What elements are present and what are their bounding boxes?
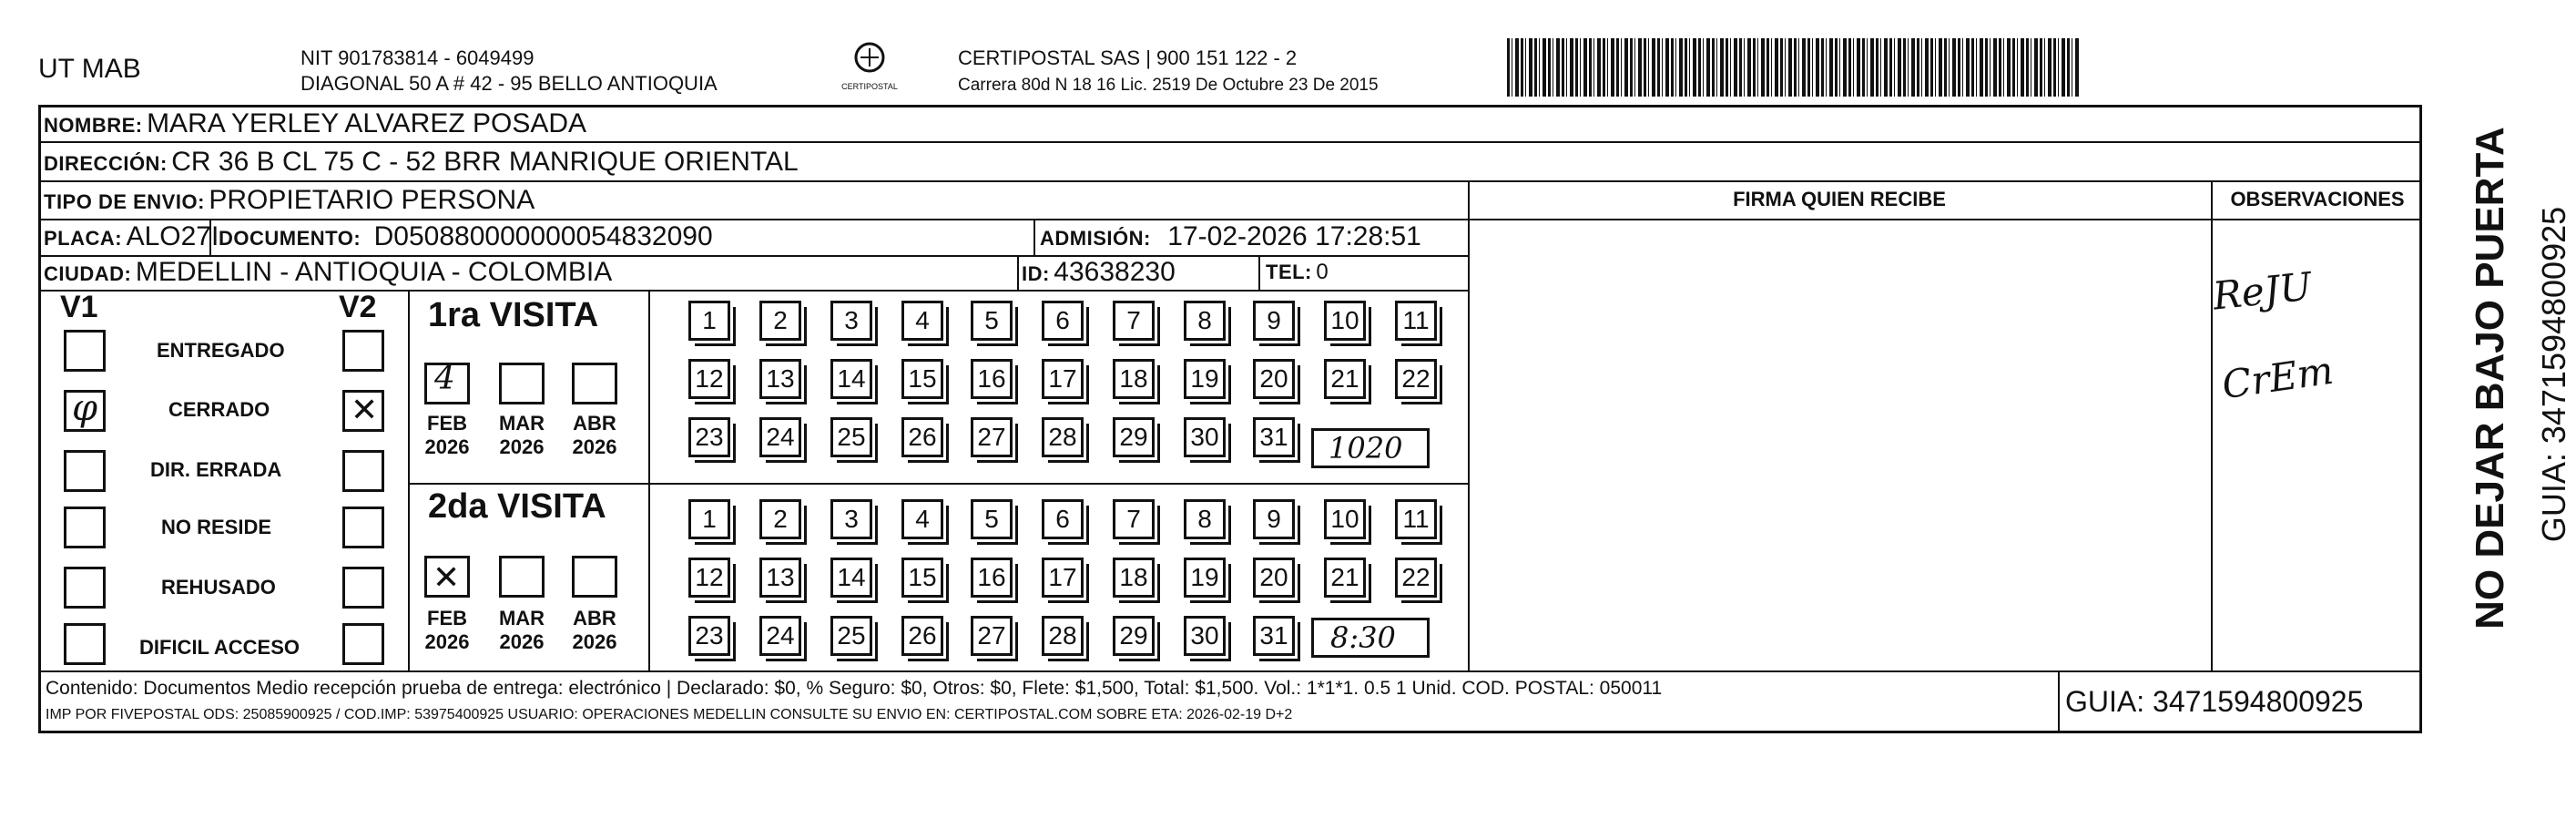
visita1-day-box[interactable]: 31 [1253,417,1295,457]
visita2-day-box[interactable]: 13 [759,558,801,598]
visita2-day-box[interactable]: 23 [688,616,730,656]
visita1-abr-month: ABR [573,412,616,435]
visita2-day-box[interactable]: 16 [971,558,1013,598]
visita2-feb-year: 2026 [424,630,470,653]
status-no-reside: NO RESIDE [161,516,272,538]
tipo-value: PROPIETARIO PERSONA [209,185,535,215]
visita1-day-box[interactable]: 22 [1395,359,1437,399]
admision-field [1040,220,1421,258]
visita1-day-box[interactable]: 23 [688,417,730,457]
visita2-day-box[interactable]: 27 [971,616,1013,656]
status-rehusado: REHUSADO [161,576,276,599]
tel-label: TEL: [1266,261,1312,283]
visita1-day-box[interactable]: 14 [830,359,872,399]
status-dir-errada: DIR. ERRADA [150,458,282,481]
nit-text: NIT 901783814 - 6049499 [300,46,535,69]
tipo-label: TIPO DE ENVIO: [44,190,205,213]
visita2-feb-month: FEB [427,607,467,629]
visita1-day-box[interactable]: 1 [688,301,730,341]
v1-entregado-checkbox[interactable] [64,330,106,372]
visita1-time-box[interactable] [1311,428,1430,468]
visita2-day-box[interactable]: 2 [759,499,801,539]
visita2-abr-label [563,607,626,654]
company-name: UT MAB [38,54,141,84]
visita2-feb-label [415,607,479,654]
status-dificil-acceso: DIFICIL ACCESO [139,636,300,659]
visita1-day-box[interactable]: 19 [1184,359,1226,399]
certipostal-license: Carrera 80d N 18 16 Lic. 2519 De Octubre 23 De 2015 [958,76,1379,95]
visita2-abr-year: 2026 [572,630,617,653]
nombre-label: NOMBRE: [44,114,143,137]
tipo-row [44,184,535,221]
observaciones-note-2: CrEm [2219,347,2337,408]
visita2-time: 8:30 [1330,620,1396,655]
visita1-day-box[interactable]: 12 [688,359,730,399]
visita1-day-box[interactable]: 27 [971,417,1013,457]
placa-value: ALO27I [126,221,219,251]
visita2-day-box[interactable]: 15 [901,558,943,598]
visita1-feb-month: FEB [427,412,467,435]
visita2-day-box[interactable]: 6 [1042,499,1084,539]
visita2-day-box[interactable]: 17 [1042,558,1084,598]
v1-rehusado-checkbox[interactable] [64,567,106,609]
v2-dificil-acceso-checkbox[interactable] [342,623,384,665]
placa-field [44,220,219,258]
status-cerrado: CERRADO [168,398,270,421]
id-value: 43638230 [1054,257,1176,287]
documento-field [219,220,713,258]
logo-caption: CERTIPOSTAL [841,82,898,91]
visita2-mar-label [490,607,554,654]
visita1-day-box[interactable]: 5 [971,301,1013,341]
visita1-mar-month: MAR [498,412,545,435]
visita2-day-box[interactable]: 14 [830,558,872,598]
tel-field [1266,256,1329,292]
v2-cerrado-checkbox[interactable] [342,390,384,432]
visita1-day-box[interactable]: 4 [901,301,943,341]
nombre-row [44,107,586,145]
observaciones-label: OBSERVACIONES [2230,188,2405,210]
visita2-day-box[interactable]: 3 [830,499,872,539]
visita2-day-box[interactable]: 9 [1253,499,1295,539]
visita2-abr-month: ABR [573,607,616,629]
visita1-abr-year: 2026 [572,435,617,458]
visita2-day-box[interactable]: 11 [1395,499,1437,539]
visita1-day-box[interactable]: 21 [1324,359,1366,399]
nombre-value: MARA YERLEY ALVAREZ POSADA [147,108,587,138]
footer-imp: IMP POR FIVEPOSTAL ODS: 25085900925 / COD.IMP: 53975400925 USUARIO: OPERACIONES MEDELLIN CONSULTE SU ENVIO EN: CERTIPOSTAL.COM SOBRE ETA: 2026-02-19 D+2 [46,707,1293,722]
visita2-mar-box[interactable] [499,556,545,598]
visita1-time: 1020 [1329,431,1403,466]
visita2-month-mark: ✕ [433,558,461,596]
admision-value: 17-02-2026 17:28:51 [1167,221,1421,251]
ciudad-label: CIUDAD: [44,262,132,285]
visita2-day-box[interactable]: 4 [901,499,943,539]
visita1-day-box[interactable]: 17 [1042,359,1084,399]
certipostal-nit: CERTIPOSTAL SAS | 900 151 122 - 2 [958,46,1298,69]
visita1-feb-box[interactable] [424,360,470,404]
v2-label: V2 [339,290,377,324]
visita1-feb-year: 2026 [424,435,470,458]
ciudad-value: MEDELLIN - ANTIOQUIA - COLOMBIA [135,257,613,287]
v1-no-reside-checkbox[interactable] [64,507,106,548]
visita2-day-box[interactable]: 28 [1042,616,1084,656]
visita1-day-box[interactable]: 26 [901,417,943,457]
direccion-label: DIRECCIÓN: [44,152,168,175]
visita1-feb-label [415,412,479,459]
firma-label: FIRMA QUIEN RECIBE [1733,188,1946,210]
visita1-abr-label [563,412,626,459]
documento-value: D050880000000054832090 [373,221,713,251]
side-text-block [2413,100,2572,647]
visita1-day-box[interactable]: 15 [901,359,943,399]
visita2-day-box[interactable]: 7 [1113,499,1155,539]
visita2-day-box[interactable]: 30 [1184,616,1226,656]
visita1-month-mark: 4 [434,360,455,397]
visita1-mar-box[interactable] [499,363,545,404]
visita1-day-box[interactable]: 24 [759,417,801,457]
tel-value: 0 [1316,260,1329,284]
id-label: ID: [1022,262,1050,285]
v1-dificil-acceso-checkbox[interactable] [64,623,106,665]
v1-cerrado-checkbox[interactable] [64,387,106,432]
visita2-abr-box[interactable] [572,556,617,598]
visita1-day-box[interactable]: 3 [830,301,872,341]
visita2-day-box[interactable]: 29 [1113,616,1155,656]
visita2-day-box[interactable]: 18 [1113,558,1155,598]
visita1-mar-year: 2026 [499,435,545,458]
documento-label: DOCUMENTO: [219,227,361,250]
v2-mark: ✕ [351,391,379,428]
visita1-title: 1ra VISITA [428,296,599,334]
visita1-day-box[interactable]: 2 [759,301,801,341]
visita1-day-box[interactable]: 11 [1395,301,1437,341]
visita2-day-box[interactable]: 25 [830,616,872,656]
placa-label: PLACA: [44,227,123,250]
v1-label: V1 [60,290,98,324]
visita1-day-box[interactable]: 8 [1184,301,1226,341]
ciudad-field [44,256,612,293]
id-field [1022,256,1176,293]
v2-no-reside-checkbox[interactable] [342,507,384,548]
visita2-time-box[interactable] [1311,618,1430,658]
visita2-day-box[interactable]: 24 [759,616,801,656]
visita1-day-box[interactable]: 16 [971,359,1013,399]
visita2-mar-month: MAR [498,607,545,629]
admision-label: ADMISIÓN: [1040,227,1151,250]
visita1-day-box[interactable]: 25 [830,417,872,457]
side-guia: GUIA: 3471594800925 [2535,206,2572,543]
footer-contenido: Contenido: Documentos Medio recepción prueba de entrega: electrónico | Declarado: $0, % Seguro: $0, Otros: $0, Flete: $1,500, Total: $1,500. Vol.: 1*1*1. 0.5 1 Unid. COD. POSTAL: 050011 [46,678,1663,699]
visita1-day-box[interactable]: 20 [1253,359,1295,399]
footer-guia: GUIA: 3471594800925 [2065,685,2364,718]
visita1-abr-box[interactable] [572,363,617,404]
v1-dir-errada-checkbox[interactable] [64,450,106,492]
visita1-day-box[interactable]: 9 [1253,301,1295,341]
visita2-day-box[interactable]: 5 [971,499,1013,539]
visita1-day-box[interactable]: 28 [1042,417,1084,457]
visita2-day-box[interactable]: 10 [1324,499,1366,539]
visita2-day-box[interactable]: 22 [1395,558,1437,598]
visita2-day-box[interactable]: 12 [688,558,730,598]
v1-mark: φ [72,387,98,429]
v2-dir-errada-checkbox[interactable] [342,450,384,492]
visita2-day-box[interactable]: 19 [1184,558,1226,598]
side-no-dejar: NO DEJAR BAJO PUERTA [2468,127,2512,629]
visita1-day-box[interactable]: 6 [1042,301,1084,341]
visita1-day-box[interactable]: 29 [1113,417,1155,457]
certipostal-logo-icon [850,41,890,77]
visita2-day-box[interactable]: 26 [901,616,943,656]
visita1-day-box[interactable]: 30 [1184,417,1226,457]
visita2-title: 2da VISITA [428,487,606,526]
status-entregado: ENTREGADO [157,339,285,362]
certipostal-logo [838,41,901,99]
v2-rehusado-checkbox[interactable] [342,567,384,609]
v2-entregado-checkbox[interactable] [342,330,384,372]
observaciones-note-1: ReJU [2210,263,2314,319]
visita1-day-box[interactable]: 10 [1324,301,1366,341]
visita2-feb-box[interactable] [424,556,470,598]
company-address: DIAGONAL 50 A # 42 - 95 BELLO ANTIOQUIA [300,72,718,95]
visita1-mar-label [490,412,554,459]
visita2-day-box[interactable]: 1 [688,499,730,539]
visita1-day-box[interactable]: 13 [759,359,801,399]
visita2-mar-year: 2026 [499,630,545,653]
visita2-day-box[interactable]: 31 [1253,616,1295,656]
barcode [1507,38,2081,97]
direccion-row [44,146,799,183]
visita2-day-box[interactable]: 21 [1324,558,1366,598]
visita2-day-box[interactable]: 20 [1253,558,1295,598]
visita2-day-box[interactable]: 8 [1184,499,1226,539]
direccion-value: CR 36 B CL 75 C - 52 BRR MANRIQUE ORIENTAL [171,147,799,177]
visita1-day-box[interactable]: 7 [1113,301,1155,341]
visita1-day-box[interactable]: 18 [1113,359,1155,399]
